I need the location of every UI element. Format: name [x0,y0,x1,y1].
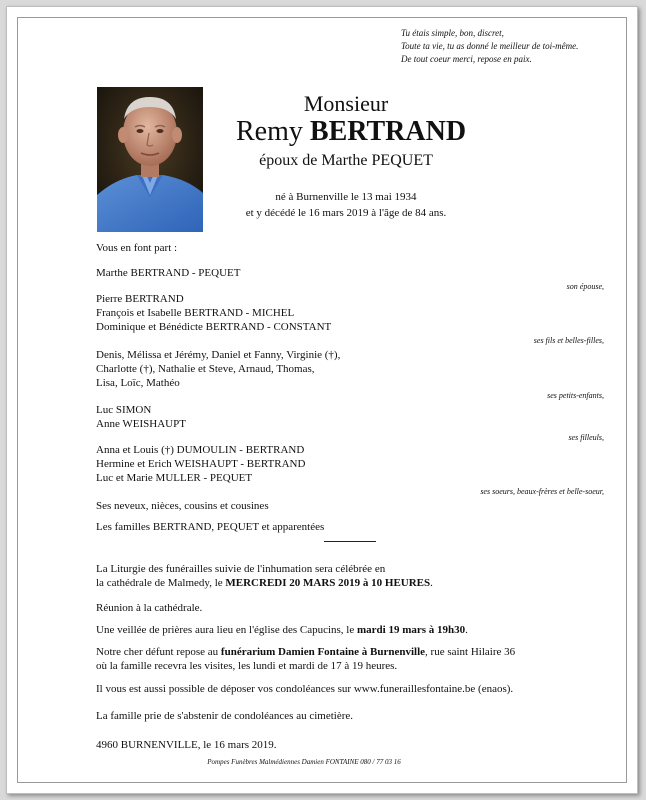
godchildren-list [96,403,186,431]
grandchildren-list [96,348,340,390]
siblings-list [96,443,305,485]
poem-line: Toute ta vie, tu as donné le meilleur de toi-même. [401,41,579,51]
funeral-date: MERCREDI 20 MARS 2019 à 10 HEURES [225,577,431,589]
list-item: Pierre BERTRAND [96,293,184,305]
list-item: Lisa, Loïc, Mathéo [96,377,180,389]
list-item: Luc et Marie MULLER - PEQUET [96,472,253,484]
list-item: Luc SIMON [96,404,152,416]
rest-line: où la famille recevra les visites, les lundi et mardi de 17 à 19 heures. [96,660,398,672]
list-item: Denis, Mélissa et Jérémy, Daniel et Fanny, Virginie (†), [96,349,341,361]
death-line: et y décédé le 16 mars 2019 à l'âge de 84 ans. [245,207,447,219]
list-item: Dominique et Bénédicte BERTRAND - CONSTANT [96,321,332,333]
poem-line: De tout coeur merci, repose en paix. [401,54,532,64]
vigil-suffix: . [465,624,468,636]
list-item: François et Isabelle BERTRAND - MICHEL [96,307,295,319]
poem [401,27,578,66]
children-list [96,292,331,334]
separator-line [324,541,376,542]
intro-text: Vous en font part : [96,242,178,254]
spouse-line: époux de Marthe PEQUET [259,152,433,169]
deceased-name [236,116,467,148]
rest-line [96,645,515,659]
funeral-home: funérarium Damien Fontaine à Burnenville [220,646,426,658]
rest-prefix: Notre cher défunt repose au [96,646,221,658]
siblings-role: ses soeurs, beaux-frères et belle-soeur, [480,487,604,496]
vigil-prefix: Une veillée de prières aura lieu en l'église des Capucins, le [96,624,357,636]
vigil-date: mardi 19 mars à 19h30 [357,624,466,636]
list-item: Anna et Louis (†) DUMOULIN - BERTRAND [96,444,305,456]
list-item: Hermine et Erich WEISHAUPT - BERTRAND [96,458,306,470]
godchildren-role: ses filleuls, [568,433,604,442]
condolences-line: Il vous est aussi possible de déposer vos condoléances sur www.funeraillesfontaine.be (enaos). [96,683,514,695]
grandchildren-role: ses petits-enfants, [547,391,604,400]
footer-credit: Pompes Funèbres Malmédiennes Damien FONTAINE 080 / 77 03 16 [207,758,401,766]
place-date-line: 4960 BURNENVILLE, le 16 mars 2019. [96,739,277,751]
liturgy-paragraph [96,562,433,590]
liturgy-line: La Liturgie des funérailles suivie de l'inhumation sera célébrée en [96,563,386,575]
nephews-line: Ses neveux, nièces, cousins et cousines [96,500,269,512]
families-line: Les familles BERTRAND, PEQUET et apparentées [96,521,325,533]
portrait-image [97,87,203,232]
poem-line: Tu étais simple, bon, discret, [401,28,504,38]
list-item: Anne WEISHAUPT [96,418,186,430]
liturgy-suffix: . [430,577,433,589]
reunion-line: Réunion à la cathédrale. [96,602,203,614]
birth-line: né à Burnenville le 13 mai 1934 [275,191,417,203]
last-name: BERTRAND [309,116,467,147]
liturgy-prefix: la cathédrale de Malmedy, le [96,577,226,589]
rest-paragraph [96,645,515,673]
liturgy-line [96,576,433,590]
list-item: Charlotte (†), Nathalie et Steve, Arnaud, Thomas, [96,363,315,375]
no-condolences-line: La famille prie de s'abstenir de condoléances au cimetière. [96,710,354,722]
portrait-photo [97,87,203,232]
vigil-line [96,623,468,637]
spouse-entry: Marthe BERTRAND - PEQUET [96,267,241,279]
rest-suffix: , rue saint Hilaire 36 [425,646,516,658]
children-role: ses fils et belles-filles, [533,336,604,345]
spouse-role: son épouse, [566,282,604,291]
title-monsieur: Monsieur [303,91,389,116]
first-name: Remy [236,116,303,147]
